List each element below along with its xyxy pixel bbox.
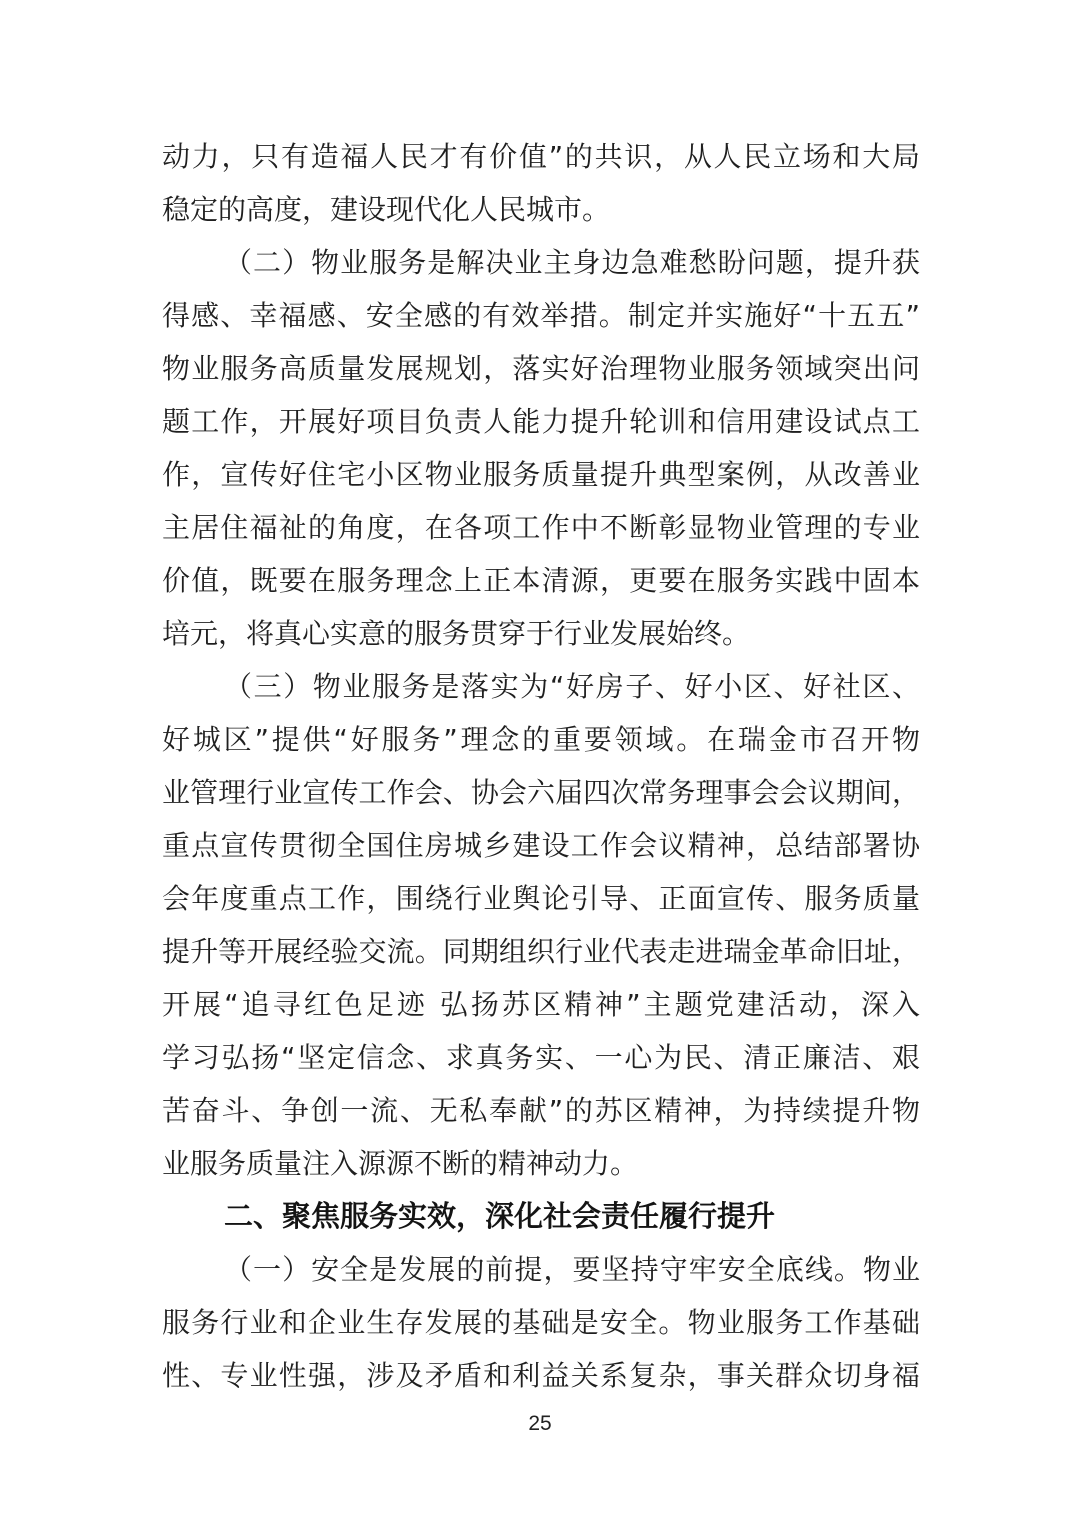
text-line: 学习弘扬“坚定信念、求真务实、一心为民、清正廉洁、艰 — [162, 1041, 920, 1074]
text-line: 题工作，开展好项目负责人能力提升轮训和信用建设试点工 — [162, 405, 920, 438]
text-line: （二）物业服务是解决业主身边急难愁盼问题，提升获 — [224, 246, 920, 279]
text-line: 稳定的高度，建设现代化人民城市。 — [162, 193, 611, 226]
text-line: 性、专业性强，涉及矛盾和利益关系复杂，事关群众切身福 — [162, 1359, 920, 1392]
text-line: 得感、幸福感、安全感的有效举措。制定并实施好“十五五” — [162, 299, 920, 332]
text-line: （三）物业服务是落实为“好房子、好小区、好社区、 — [224, 670, 920, 703]
text-line: 业管理行业宣传工作会、协会六届四次常务理事会会议期间， — [162, 776, 920, 809]
text-line: 重点宣传贯彻全国住房城乡建设工作会议精神，总结部署协 — [162, 829, 920, 862]
section-heading: 二、聚焦服务实效，深化社会责任履行提升 — [224, 1199, 776, 1233]
text-block — [162, 130, 920, 1402]
text-line: 物业服务高质量发展规划，落实好治理物业服务领域突出问 — [162, 352, 920, 385]
text-line: 提升等开展经验交流。同期组织行业代表走进瑞金革命旧址， — [162, 935, 920, 968]
text-line: 服务行业和企业生存发展的基础是安全。物业服务工作基础 — [162, 1306, 920, 1339]
text-line: 主居住福祉的角度，在各项工作中不断彰显物业管理的专业 — [162, 511, 920, 544]
text-line: 价值，既要在服务理念上正本清源，更要在服务实践中固本 — [162, 564, 920, 597]
text-line: 业服务质量注入源源不断的精神动力。 — [162, 1147, 639, 1180]
text-line: （一）安全是发展的前提，要坚持守牢安全底线。物业 — [224, 1253, 920, 1286]
text-line: 动力，只有造福人民才有价值”的共识，从人民立场和大局 — [162, 140, 920, 173]
text-line: 作，宣传好住宅小区物业服务质量提升典型案例，从改善业 — [162, 458, 920, 491]
text-line: 苦奋斗、争创一流、无私奉献”的苏区精神，为持续提升物 — [162, 1094, 920, 1127]
text-line: 开展“追寻红色足迹 弘扬苏区精神”主题党建活动，深入 — [162, 988, 920, 1021]
page-number: 25 — [528, 1412, 552, 1435]
text-line: 会年度重点工作，围绕行业舆论引导、正面宣传、服务质量 — [162, 882, 920, 915]
text-line: 好城区”提供“好服务”理念的重要领域。在瑞金市召开物 — [162, 723, 920, 756]
text-line: 培元，将真心实意的服务贯穿于行业发展始终。 — [162, 617, 751, 650]
